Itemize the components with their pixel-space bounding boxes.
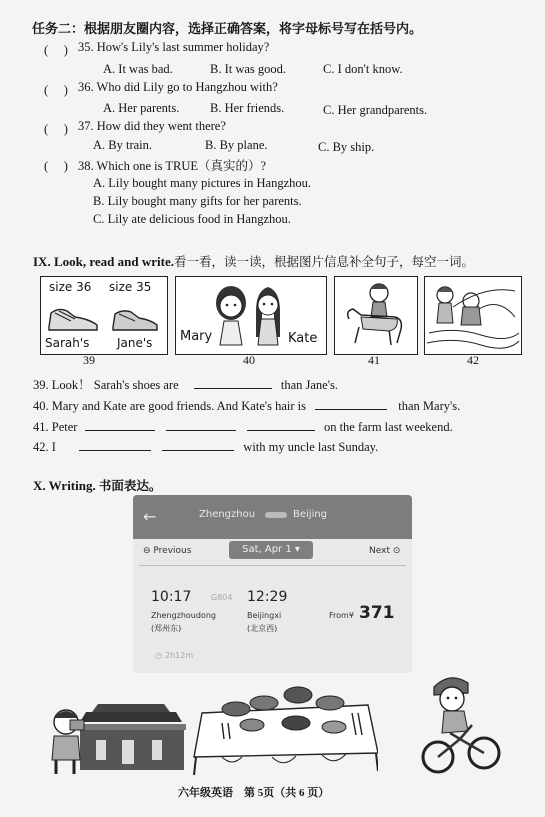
departure-time: 10:17 bbox=[151, 589, 192, 605]
sentence-40 bbox=[33, 397, 460, 414]
sentence-42 bbox=[33, 438, 378, 455]
sentence-text: on the farm last weekend. bbox=[323, 420, 453, 434]
option-a: A. By train. bbox=[93, 138, 153, 152]
option-b: B. By plane. bbox=[205, 138, 268, 152]
sentence-text: 41. Peter bbox=[33, 420, 78, 434]
answer-paren[interactable]: ( ) bbox=[44, 122, 68, 136]
train-number: G804 bbox=[211, 593, 233, 602]
arrival-station: Beijingxi bbox=[247, 611, 282, 620]
question-text: 38. Which one is TRUE（真实的）? bbox=[78, 159, 267, 173]
route-to: Beijing bbox=[293, 509, 328, 520]
size-label-jane: size 35 bbox=[109, 280, 152, 294]
sentence-41 bbox=[33, 418, 453, 435]
section9-heading bbox=[33, 252, 474, 270]
sentence-text: with my uncle last Sunday. bbox=[243, 440, 379, 454]
task2-title: 任务二：根据朋友圈内容，选择正确答案，将字母标号写在括号内。 bbox=[32, 21, 423, 36]
date-label: Sat, Apr 1 bbox=[242, 544, 292, 555]
picture-number: 42 bbox=[467, 353, 479, 367]
answer-blank[interactable] bbox=[247, 418, 315, 431]
option-c: C. I don't know. bbox=[323, 62, 403, 76]
section9-title: IX. Look, read and write. bbox=[33, 254, 174, 269]
picture-fishing bbox=[424, 276, 522, 355]
section10-title: X. Writing. bbox=[33, 478, 96, 493]
answer-blank[interactable] bbox=[162, 438, 234, 451]
previous-arrow-icon: ⊖ bbox=[143, 546, 154, 556]
section9-instruction: 看一看，读一读，根据图片信息补全句子，每空一词。 bbox=[173, 255, 474, 269]
question-text: 35. How's Lily's last summer holiday? bbox=[78, 40, 270, 54]
sentence-text: 39. Look！ Sarah's shoes are bbox=[33, 378, 179, 392]
answer-paren[interactable]: ( ) bbox=[44, 83, 68, 97]
page-footer: 六年级英语 第 5页（共 6 页） bbox=[178, 787, 330, 799]
route-from: Zhengzhou bbox=[199, 509, 256, 520]
option-b: B. Her friends. bbox=[210, 101, 285, 115]
answer-blank[interactable] bbox=[85, 418, 155, 431]
picture-horse-riding bbox=[334, 276, 418, 355]
name-label-jane: Jane's bbox=[117, 336, 153, 350]
answer-blank[interactable] bbox=[315, 397, 387, 410]
chevron-down-icon: ▾ bbox=[291, 544, 300, 555]
option-a: A. Lily bought many pictures in Hangzhou. bbox=[93, 176, 312, 190]
next-arrow-icon: ⊙ bbox=[389, 546, 401, 556]
picture-number: 39 bbox=[83, 353, 95, 367]
option-c: C. Lily ate delicious food in Hangzhou. bbox=[93, 212, 291, 226]
arrival-station-cn: (北京西) bbox=[247, 624, 278, 633]
answer-paren[interactable]: ( ) bbox=[44, 43, 68, 57]
option-b: B. It was good. bbox=[210, 62, 287, 76]
sentence-text: than Jane's. bbox=[280, 378, 338, 392]
price-prefix: From¥ bbox=[329, 611, 354, 620]
option-a: A. Her parents. bbox=[103, 101, 180, 115]
departure-station: Zhengzhoudong bbox=[151, 611, 216, 620]
shoes-icon bbox=[45, 299, 165, 333]
answer-paren[interactable]: ( ) bbox=[44, 159, 68, 173]
picture-shoes bbox=[40, 276, 168, 355]
sentence-text: than Mary's. bbox=[398, 399, 461, 413]
sentence-text: 42. I bbox=[33, 440, 56, 454]
picture-number: 40 bbox=[243, 353, 255, 367]
cyclist-illustration bbox=[420, 673, 504, 777]
travel-duration: 2h12m bbox=[165, 651, 194, 660]
divider bbox=[139, 565, 406, 566]
next-day-button[interactable] bbox=[369, 546, 400, 556]
answer-blank[interactable] bbox=[194, 376, 272, 389]
horse-riding-icon bbox=[335, 277, 417, 354]
question-text: 37. How did they went there? bbox=[78, 119, 226, 133]
ticket-header bbox=[133, 495, 412, 539]
name-label-sarah: Sarah's bbox=[45, 336, 90, 350]
tiananmen-boy-illustration bbox=[36, 684, 186, 776]
departure-station-cn: (郑州东) bbox=[151, 624, 182, 633]
date-selector[interactable] bbox=[229, 541, 313, 559]
option-a: A. It was bad. bbox=[103, 62, 173, 76]
question-text: 36. Who did Lily go to Hangzhou with? bbox=[78, 80, 278, 94]
clock-icon: ◷ bbox=[155, 651, 162, 660]
size-label-sarah: size 36 bbox=[49, 280, 92, 294]
price: 371 bbox=[359, 603, 395, 623]
picture-number: 41 bbox=[368, 353, 380, 367]
next-label: Next bbox=[369, 546, 390, 556]
picture-girls bbox=[175, 276, 327, 355]
sentence-39 bbox=[33, 375, 338, 393]
section10-heading bbox=[33, 476, 161, 494]
train-icon bbox=[265, 512, 287, 518]
previous-label: Previous bbox=[153, 546, 192, 556]
option-c: C. Her grandparents. bbox=[323, 103, 428, 117]
option-c: C. By ship. bbox=[318, 140, 375, 154]
name-label-mary: Mary bbox=[180, 329, 213, 344]
arrival-time: 12:29 bbox=[247, 589, 288, 605]
option-b: B. Lily bought many gifts for her parents. bbox=[93, 194, 302, 208]
previous-day-button[interactable] bbox=[143, 546, 191, 556]
name-label-kate: Kate bbox=[288, 331, 318, 346]
answer-blank[interactable] bbox=[79, 438, 151, 451]
train-ticket-screenshot bbox=[133, 495, 412, 673]
fishing-icon bbox=[425, 277, 521, 354]
answer-blank[interactable] bbox=[166, 418, 236, 431]
food-table-illustration bbox=[192, 683, 378, 781]
section10-instruction: 书面表达。 bbox=[98, 479, 162, 493]
sentence-text: 40. Mary and Kate are good friends. And Kate's hair is bbox=[33, 399, 307, 413]
back-arrow-icon[interactable]: ← bbox=[143, 507, 157, 526]
